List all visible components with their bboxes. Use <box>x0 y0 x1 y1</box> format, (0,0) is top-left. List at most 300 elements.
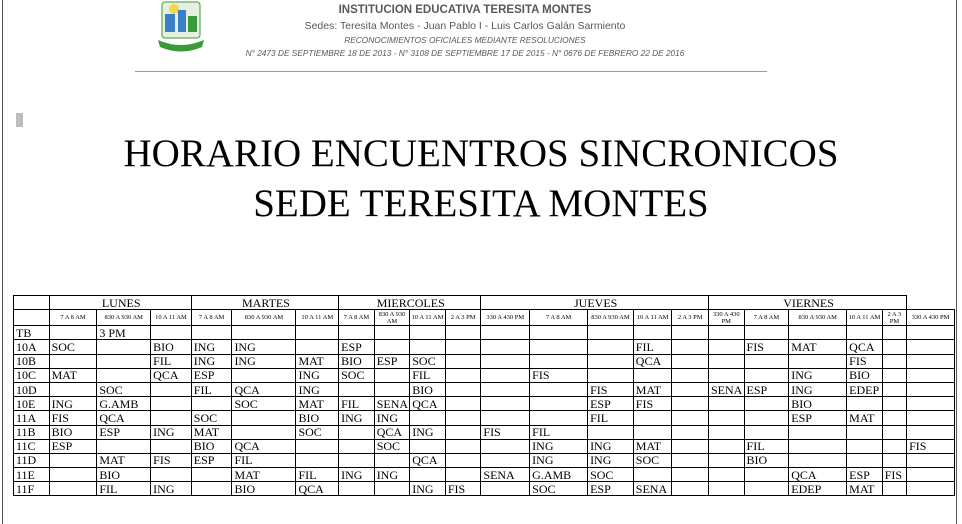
schedule-cell <box>374 482 410 496</box>
schedule-cell: MAT <box>789 340 847 354</box>
schedule-cell: ING <box>232 354 296 368</box>
schedule-cell <box>530 340 588 354</box>
time-slot-header: 7 A 8 AM <box>744 310 789 326</box>
schedule-cell <box>49 354 97 368</box>
day-header: VIERNES <box>708 296 906 310</box>
schedule-cell <box>708 468 744 482</box>
schedule-cell: ING <box>410 482 446 496</box>
group-label: 11A <box>14 411 50 425</box>
schedule-cell: SENA <box>708 382 744 396</box>
schedule-cell <box>744 468 789 482</box>
schedule-cell: BIO <box>97 468 151 482</box>
recognitions-line: RECONOCIMIENTOS OFICIALES MEDIANTE RESOLUCIONES <box>344 35 586 45</box>
group-label: 11C <box>14 439 50 453</box>
table-row <box>14 354 955 368</box>
schedule-cell <box>882 354 906 368</box>
page-title-line-2: SEDE TERESITA MONTES <box>253 182 709 225</box>
schedule-cell <box>588 354 634 368</box>
schedule-cell <box>708 453 744 467</box>
schedule-cell: SOC <box>588 468 634 482</box>
schedule-cell <box>672 439 709 453</box>
resolutions-line: N° 2473 DE SEPTIEMBRE 18 DE 2013 - N° 3108 DE SEPTIEMBRE 17 DE 2015 - N° 0676 DE FEBRERO 22 DE 2016 <box>245 48 685 58</box>
schedule-cell <box>339 326 375 340</box>
schedule-cell: ING <box>49 397 97 411</box>
schedule-cell <box>847 326 883 340</box>
group-label: 11D <box>14 453 50 467</box>
schedule-cell <box>232 326 296 340</box>
institution-name: INSTITUCION EDUCATIVA TERESITA MONTES <box>338 4 592 16</box>
schedule-cell: MAT <box>847 482 883 496</box>
schedule-cell: FIL <box>97 482 151 496</box>
schedule-cell: MAT <box>49 368 97 382</box>
schedule-cell <box>151 411 192 425</box>
schedule-cell: FIS <box>744 340 789 354</box>
schedule-cell <box>882 425 906 439</box>
schedule-cell: G.AMB <box>530 468 588 482</box>
schedule-cell <box>530 411 588 425</box>
schedule-cell: SOC <box>530 482 588 496</box>
schedule-cell: FIL <box>151 354 192 368</box>
schedule-cell: QCA <box>410 453 446 467</box>
schedule-cell: EDEP <box>847 382 883 396</box>
schedule-cell <box>708 354 744 368</box>
schedule-cell <box>744 482 789 496</box>
schedule-cell <box>445 354 481 368</box>
schedule-cell: ING <box>789 382 847 396</box>
time-slot-header: 10 A 11 AM <box>847 310 883 326</box>
schedule-cell <box>445 382 481 396</box>
schedule-cell: ING <box>151 425 192 439</box>
group-label: TB <box>14 326 50 340</box>
schedule-cell <box>672 397 709 411</box>
schedule-cell: ESP <box>789 411 847 425</box>
schedule-cell: BIO <box>789 397 847 411</box>
schedule-cell: QCA <box>232 439 296 453</box>
schedule-cell: BIO <box>339 354 375 368</box>
schedule-cell <box>339 382 375 396</box>
schedule-cell <box>633 368 672 382</box>
schedule-cell <box>907 340 955 354</box>
schedule-cell <box>374 340 410 354</box>
schedule-cell <box>789 326 847 340</box>
schedule-cell <box>633 425 672 439</box>
schedule-cell <box>847 425 883 439</box>
schedule-cell: FIS <box>481 425 530 439</box>
schedule-cell: FIS <box>633 397 672 411</box>
schedule-cell <box>882 453 906 467</box>
schedule-cell <box>445 425 481 439</box>
schedule-cell <box>445 340 481 354</box>
schedule-cell <box>97 354 151 368</box>
schedule-cell <box>882 482 906 496</box>
schedule-cell <box>882 340 906 354</box>
day-header: JUEVES <box>481 296 709 310</box>
schedule-cell <box>481 340 530 354</box>
schedule-cell <box>374 382 410 396</box>
schedule-cell <box>708 411 744 425</box>
schedule-cell: FIL <box>232 453 296 467</box>
time-slot-header: 10 A 11 AM <box>633 310 672 326</box>
schedule-cell: SOC <box>97 382 151 396</box>
table-row <box>14 468 955 482</box>
schedule-cell <box>445 368 481 382</box>
schedule-cell <box>907 425 955 439</box>
schedule-cell <box>708 482 744 496</box>
schedule-cell: FIL <box>296 468 339 482</box>
schedule-cell <box>481 382 530 396</box>
schedule-cell <box>672 411 709 425</box>
schedule-cell: SENA <box>633 482 672 496</box>
schedule-cell <box>744 425 789 439</box>
schedule-cell: ESP <box>588 482 634 496</box>
schedule-cell: ING <box>374 411 410 425</box>
schedule-cell: FIS <box>151 453 192 467</box>
schedule-cell: ING <box>530 453 588 467</box>
schedule-cell <box>708 326 744 340</box>
schedule-cell <box>481 397 530 411</box>
table-row <box>14 326 955 340</box>
table-row <box>14 439 955 453</box>
schedule-cell <box>708 340 744 354</box>
schedule-cell: ING <box>191 354 232 368</box>
time-slot-header: 7 A 8 AM <box>530 310 588 326</box>
time-slot-header: 830 A 930 AM <box>789 310 847 326</box>
schedule-cell: QCA <box>410 397 446 411</box>
schedule-cell: SOC <box>633 453 672 467</box>
schedule-cell: FIL <box>339 397 375 411</box>
schedule-cell: ING <box>588 453 634 467</box>
schedule-cell: QCA <box>847 340 883 354</box>
schedule-cell <box>672 453 709 467</box>
schedule-cell <box>49 453 97 467</box>
schedule-cell: SOC <box>410 354 446 368</box>
schedule-cell <box>530 326 588 340</box>
schedule-cell <box>445 439 481 453</box>
schedule-cell: SENA <box>374 397 410 411</box>
schedule-cell <box>49 326 97 340</box>
schedule-cell: MAT <box>633 382 672 396</box>
schedule-cell: FIS <box>847 354 883 368</box>
schedule-cell: QCA <box>374 425 410 439</box>
schedule-cell <box>339 439 375 453</box>
schedule-cell <box>445 326 481 340</box>
schedule-cell <box>530 382 588 396</box>
schedule-cell <box>191 482 232 496</box>
schedule-cell <box>296 453 339 467</box>
schedule-cell: FIL <box>191 382 232 396</box>
day-header: MARTES <box>191 296 338 310</box>
schedule-cell <box>49 468 97 482</box>
time-slot-header: 830 A 930 AM <box>97 310 151 326</box>
schedule-cell: FIL <box>744 439 789 453</box>
schedule-cell: SOC <box>191 411 232 425</box>
schedule-cell: BIO <box>232 482 296 496</box>
schedule-cell <box>374 453 410 467</box>
schedule-cell: ING <box>296 382 339 396</box>
schedule-cell <box>672 382 709 396</box>
schedule-cell: FIL <box>530 425 588 439</box>
schedule-cell <box>374 368 410 382</box>
schedule-cell: MAT <box>296 354 339 368</box>
time-slot-header: 330 A 430 PM <box>481 310 530 326</box>
schedule-cell <box>882 411 906 425</box>
schedule-cell <box>708 439 744 453</box>
corner-cell <box>14 296 50 310</box>
group-label: 10B <box>14 354 50 368</box>
schedule-cell: ING <box>374 468 410 482</box>
schedule-cell <box>191 326 232 340</box>
schedule-cell: SOC <box>49 340 97 354</box>
schedule-cell <box>789 354 847 368</box>
schedule-cell: G.AMB <box>97 397 151 411</box>
schedule-cell: FIS <box>445 482 481 496</box>
schedule-cell <box>633 468 672 482</box>
schedule-cell <box>296 340 339 354</box>
schedule-cell <box>97 439 151 453</box>
schedule-cell <box>882 397 906 411</box>
time-slot-header: 2 A 3 PM <box>882 310 906 326</box>
schedule-cell <box>744 368 789 382</box>
schedule-cell <box>789 453 847 467</box>
schedule-cell <box>530 354 588 368</box>
schedule-cell <box>151 326 192 340</box>
schedule-cell: BIO <box>744 453 789 467</box>
schedule-cell <box>907 468 955 482</box>
day-header: LUNES <box>49 296 191 310</box>
schedule-cell <box>481 326 530 340</box>
schedule-cell <box>789 439 847 453</box>
schedule-cell: FIS <box>49 411 97 425</box>
schedule-cell <box>672 326 709 340</box>
schedule-cell <box>708 368 744 382</box>
schedule-cell: ING <box>191 340 232 354</box>
schedule-cell: SOC <box>232 397 296 411</box>
school-logo-icon <box>154 0 208 56</box>
schedule-cell <box>49 382 97 396</box>
schedule-cell: ESP <box>191 453 232 467</box>
schedule-cell: QCA <box>97 411 151 425</box>
time-slot-header: 830 A 930 AM <box>374 310 410 326</box>
time-slot-header: 10 A 11 AM <box>151 310 192 326</box>
schedule-cell <box>907 411 955 425</box>
schedule-cell <box>708 397 744 411</box>
schedule-cell: ESP <box>374 354 410 368</box>
schedule-cell <box>882 326 906 340</box>
schedule-cell: MAT <box>296 397 339 411</box>
schedule-cell: FIL <box>633 340 672 354</box>
schedule-cell <box>481 411 530 425</box>
schedule-cell: ING <box>530 439 588 453</box>
schedule-cell <box>481 354 530 368</box>
schedule-cell: SENA <box>481 468 530 482</box>
group-label: 10D <box>14 382 50 396</box>
schedule-cell <box>882 439 906 453</box>
table-row <box>14 382 955 396</box>
table-row <box>14 368 955 382</box>
schedule-cell: FIS <box>882 468 906 482</box>
schedule-cell: ING <box>232 340 296 354</box>
schedule-cell <box>847 453 883 467</box>
schedule-cell <box>744 354 789 368</box>
schedule-cell <box>907 382 955 396</box>
schedule-cell <box>232 425 296 439</box>
schedule-cell: ESP <box>191 368 232 382</box>
schedule-cell <box>588 340 634 354</box>
schedule-cell <box>481 368 530 382</box>
group-label: 11E <box>14 468 50 482</box>
schedule-cell: ING <box>789 368 847 382</box>
schedule-cell <box>445 468 481 482</box>
schedule-cell: ESP <box>97 425 151 439</box>
schedule-cell <box>191 468 232 482</box>
schedule-cell: MAT <box>97 453 151 467</box>
schedule-cell <box>847 397 883 411</box>
schedule-cell <box>481 453 530 467</box>
slot-header-row <box>14 310 955 326</box>
schedule-cell <box>882 382 906 396</box>
table-row <box>14 411 955 425</box>
schedule-cell <box>339 482 375 496</box>
schedule-cell <box>410 411 446 425</box>
schedule-cell <box>633 326 672 340</box>
table-row <box>14 397 955 411</box>
table-move-handle[interactable] <box>16 113 23 127</box>
schedule-cell <box>445 397 481 411</box>
schedule-cell <box>151 468 192 482</box>
schedule-cell: FIS <box>907 439 955 453</box>
time-slot-header: 330 A 430 PM <box>708 310 744 326</box>
schedule-cell: ESP <box>339 340 375 354</box>
schedule-cell: ING <box>339 468 375 482</box>
header-divider <box>135 71 767 72</box>
time-slot-header: 10 A 11 AM <box>410 310 446 326</box>
schedule-cell: ING <box>296 368 339 382</box>
schedule-cell: FIS <box>588 382 634 396</box>
schedule-cell: BIO <box>296 411 339 425</box>
schedule-cell: SOC <box>296 425 339 439</box>
schedule-cell <box>296 439 339 453</box>
schedule-cell <box>744 411 789 425</box>
schedule-cell: BIO <box>191 439 232 453</box>
schedule-cell: ESP <box>847 468 883 482</box>
time-slot-header: 2 A 3 PM <box>445 310 481 326</box>
schedule-table <box>13 295 955 496</box>
schedule-cell <box>49 482 97 496</box>
time-slot-header: 7 A 8 AM <box>49 310 97 326</box>
schedule-cell <box>151 439 192 453</box>
schedule-cell: SOC <box>339 368 375 382</box>
schedule-cell <box>588 368 634 382</box>
table-row <box>14 482 955 496</box>
group-label: 11F <box>14 482 50 496</box>
schedule-cell: MAT <box>847 411 883 425</box>
schedule-cell <box>481 439 530 453</box>
schedule-cell: ING <box>588 439 634 453</box>
schedule-cell: QCA <box>151 368 192 382</box>
time-slot-header: 10 A 11 AM <box>296 310 339 326</box>
schedule-cell <box>410 468 446 482</box>
schedule-cell: FIL <box>410 368 446 382</box>
schedule-cell <box>97 340 151 354</box>
schedule-cell: MAT <box>232 468 296 482</box>
group-label: 10A <box>14 340 50 354</box>
schedule-cell <box>907 326 955 340</box>
schedule-cell <box>633 411 672 425</box>
schedule-cell <box>789 425 847 439</box>
schedule-cell <box>232 368 296 382</box>
schedule-cell <box>882 368 906 382</box>
table-row <box>14 340 955 354</box>
corner-cell <box>14 310 50 326</box>
schedule-cell <box>151 382 192 396</box>
sedes-line: Sedes: Teresita Montes - Juan Pablo I - Luis Carlos Galán Sarmiento <box>304 20 626 32</box>
schedule-cell: EDEP <box>789 482 847 496</box>
day-header-row <box>14 296 955 310</box>
schedule-cell: QCA <box>232 382 296 396</box>
schedule-cell <box>445 453 481 467</box>
schedule-cell <box>588 425 634 439</box>
table-row <box>14 425 955 439</box>
schedule-cell <box>744 326 789 340</box>
schedule-cell <box>410 439 446 453</box>
schedule-cell <box>374 326 410 340</box>
schedule-cell <box>97 368 151 382</box>
schedule-cell: ING <box>151 482 192 496</box>
time-slot-header: 830 A 930 AM <box>232 310 296 326</box>
schedule-cell <box>672 468 709 482</box>
schedule-cell <box>672 340 709 354</box>
schedule-cell <box>410 326 446 340</box>
schedule-cell <box>744 397 789 411</box>
page-title-line-1: HORARIO ENCUENTROS SINCRONICOS <box>123 132 839 175</box>
schedule-cell <box>907 354 955 368</box>
group-label: 10E <box>14 397 50 411</box>
schedule-cell: QCA <box>296 482 339 496</box>
schedule-cell <box>672 368 709 382</box>
schedule-cell <box>191 397 232 411</box>
schedule-cell: MAT <box>191 425 232 439</box>
schedule-cell <box>847 439 883 453</box>
schedule-cell: QCA <box>789 468 847 482</box>
schedule-cell: ING <box>339 411 375 425</box>
schedule-cell <box>907 368 955 382</box>
schedule-cell: FIL <box>588 411 634 425</box>
schedule-cell <box>296 326 339 340</box>
schedule-cell: FIS <box>530 368 588 382</box>
schedule-cell <box>481 482 530 496</box>
group-label: 10C <box>14 368 50 382</box>
table-row <box>14 453 955 467</box>
schedule-cell <box>907 397 955 411</box>
time-slot-header: 2 A 3 PM <box>672 310 709 326</box>
schedule-cell <box>672 354 709 368</box>
schedule-cell: BIO <box>847 368 883 382</box>
time-slot-header: 330 A 430 PM <box>907 310 955 326</box>
day-header: MIERCOLES <box>339 296 481 310</box>
schedule-cell: ESP <box>588 397 634 411</box>
schedule-cell <box>445 411 481 425</box>
schedule-cell <box>907 482 955 496</box>
schedule-cell <box>530 397 588 411</box>
time-slot-header: 7 A 8 AM <box>191 310 232 326</box>
schedule-cell: 3 PM <box>97 326 151 340</box>
schedule-cell <box>151 397 192 411</box>
time-slot-header: 7 A 8 AM <box>339 310 375 326</box>
schedule-cell <box>232 411 296 425</box>
schedule-cell: ESP <box>49 439 97 453</box>
schedule-cell <box>672 425 709 439</box>
schedule-cell: BIO <box>151 340 192 354</box>
